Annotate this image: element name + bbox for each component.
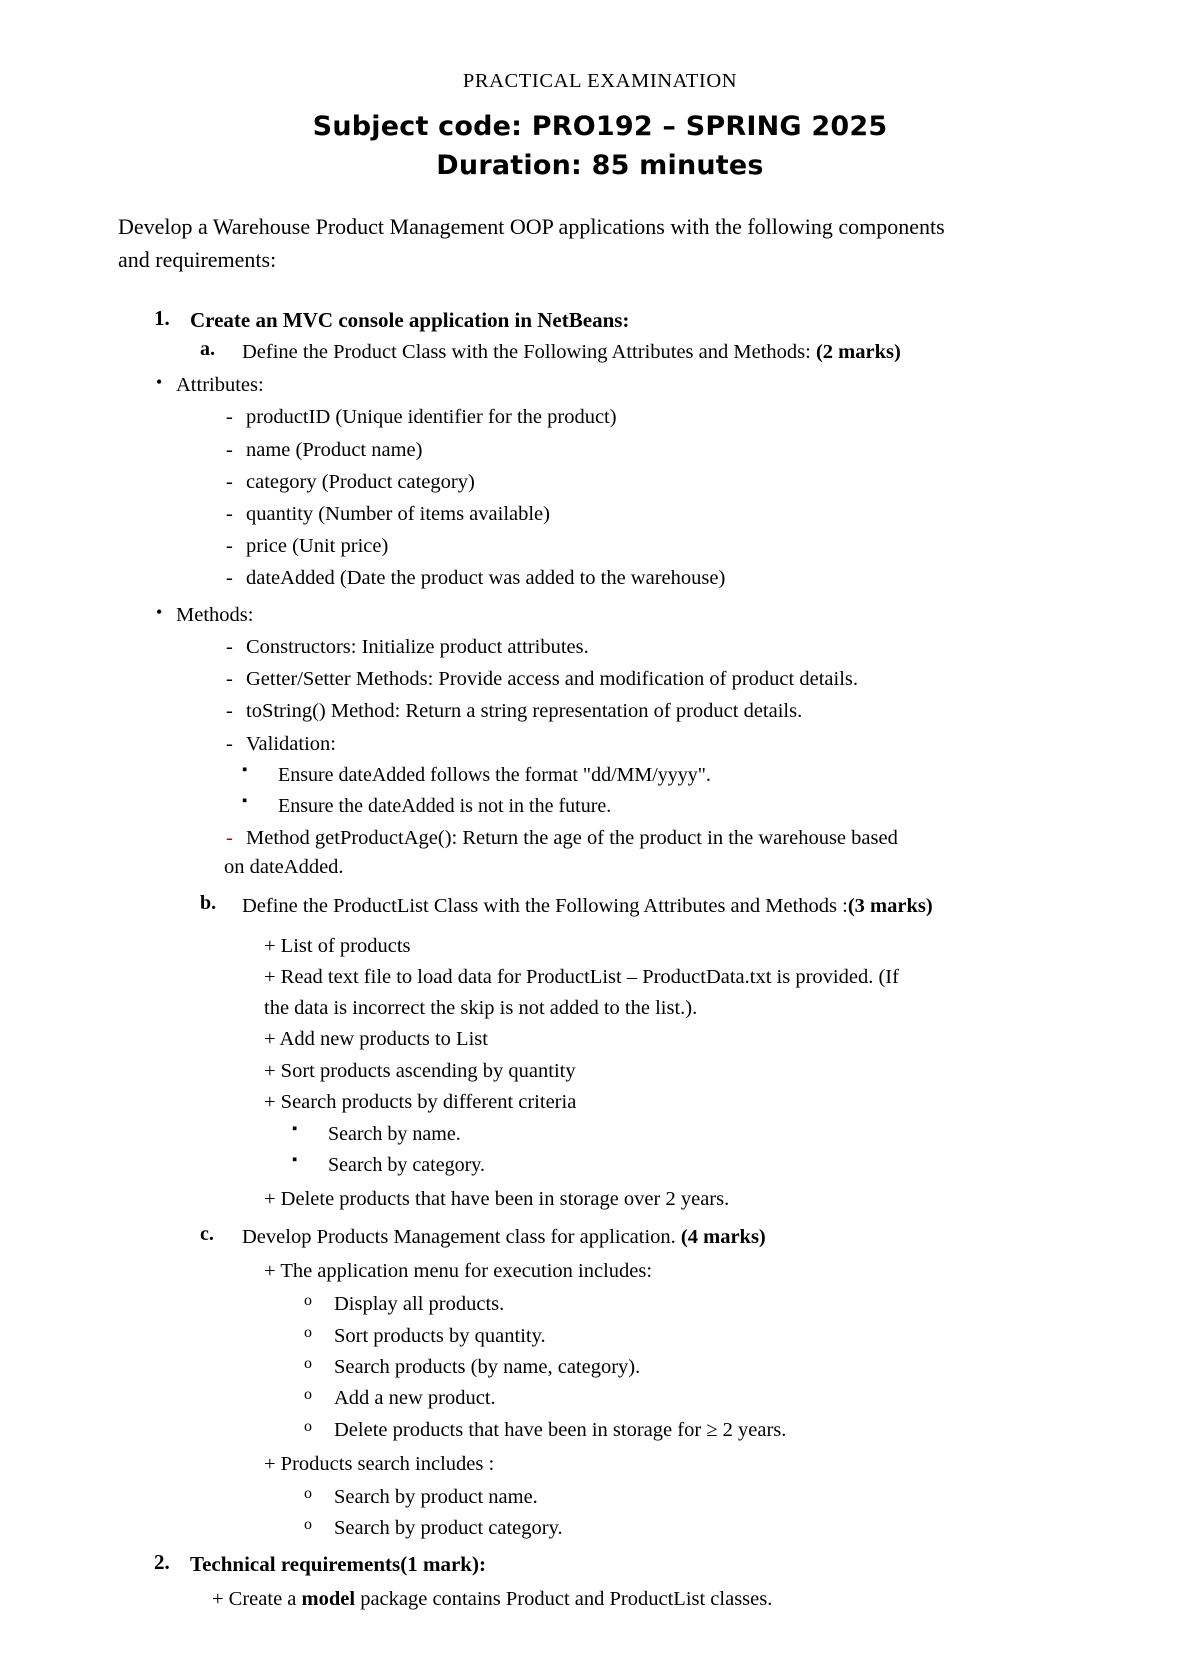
product-age-line [224, 824, 1082, 882]
item-b-search-items [242, 1120, 1082, 1180]
exam-header: PRACTICAL EXAMINATION [462, 70, 738, 92]
item-b-marks: (3 marks) [847, 894, 933, 917]
section-2 [118, 1550, 1082, 1615]
product-age-text-1: Method getProductAge(): Return the age of the product in the warehouse based [246, 826, 898, 849]
requirements-list [118, 306, 1082, 1614]
section-1-sublist [190, 338, 1082, 367]
item-b-line: + List of products [264, 934, 411, 957]
menu-item: o Add a new product. [302, 1383, 1082, 1413]
search-items [242, 1482, 1082, 1544]
attribute-item: - productID (Unique identifier for the product) [224, 403, 1082, 432]
item-b-line: + Read text file to load data for ProductList – ProductData.txt is provided. (If [264, 966, 899, 989]
item-a-label: Define the Product Class with the Following Attributes and Methods: [242, 341, 816, 364]
item-c [190, 1223, 1082, 1544]
validation-item: ▪ Ensure dateAdded follows the format "dd/MM/yyyy". [240, 761, 1082, 790]
section-1-heading: Create an MVC console application in NetBeans: [190, 308, 630, 333]
item-b-marker: b. [200, 891, 217, 914]
method-item: - Constructors: Initialize product attributes. [224, 633, 1082, 662]
item-a-marks: (2 marks) [815, 341, 901, 364]
item-b-line: + Sort products ascending by quantity [264, 1059, 576, 1082]
item-c-menu-intro: + The application menu for execution includes: [264, 1260, 653, 1283]
attribute-item: - price (Unit price) [224, 532, 1082, 561]
item-b-line: the data is incorrect the skip is not added to the list.). [264, 997, 698, 1020]
methods-label: • Methods: [154, 601, 1082, 630]
item-a-marker: a. [200, 338, 215, 361]
item-b-line: + Add new products to List [264, 1028, 488, 1051]
product-age-text-2: on dateAdded. [224, 855, 344, 878]
section-2-heading [190, 1550, 1082, 1580]
intro-line-1: Develop a Warehouse Product Management OOP applications with the following components [118, 214, 945, 240]
duration-title: Duration: 85 minutes [436, 150, 764, 182]
item-b [190, 892, 1082, 1215]
item-b-line: + Search products by different criteria [264, 1090, 577, 1113]
subject-title: Subject code: PRO192 – SPRING 2025 [312, 111, 888, 142]
intro-paragraph [118, 211, 1082, 276]
section-1-number: 1. [154, 306, 170, 331]
item-c-text [242, 1223, 1082, 1252]
attributes-label: • Attributes: [154, 371, 1082, 400]
menu-item: o Delete products that have been in storage for ≥ 2 years. [302, 1415, 1082, 1445]
attributes-items [154, 403, 1082, 593]
section-2-line-prefix: + Create a [212, 1587, 302, 1610]
attributes-group [154, 371, 1082, 400]
section-1-sublist-b [190, 892, 1082, 1544]
item-c-marker: c. [200, 1223, 214, 1246]
product-age-item [154, 824, 1082, 882]
search-criteria-item: ▪ Search by name. [290, 1120, 1082, 1149]
section-2-line [190, 1584, 1082, 1615]
method-item: - Getter/Setter Methods: Provide access and modification of product details. [224, 665, 1082, 694]
method-item: - toString() Method: Return a string representation of product details. [224, 697, 1082, 726]
validation-items [154, 761, 1082, 821]
section-2-number: 2. [154, 1549, 170, 1574]
validation-item: ▪ Ensure the dateAdded is not in the future. [240, 792, 1082, 821]
item-c-marks: (4 marks) [680, 1226, 766, 1249]
attribute-item: - quantity (Number of items available) [224, 500, 1082, 529]
search-criteria-item: ▪ Search by category. [290, 1151, 1082, 1180]
item-b-lines [242, 931, 1082, 1118]
method-item: - Validation: [224, 730, 1082, 759]
search-item: o Search by product name. [302, 1482, 1082, 1512]
item-b-delete-line: + Delete products that have been in storage over 2 years. [264, 1187, 730, 1210]
section-1 [118, 306, 1082, 1543]
menu-item: o Sort products by quantity. [302, 1321, 1082, 1351]
methods-items [154, 633, 1082, 758]
attribute-item: - dateAdded (Date the product was added to the warehouse) [224, 564, 1082, 593]
section-2-line-suffix: package contains Product and ProductList classes. [355, 1587, 773, 1610]
item-c-search-intro: + Products search includes : [264, 1452, 495, 1475]
item-b-label: Define the ProductList Class with the Following Attributes and Methods : [242, 894, 848, 917]
section-2-heading-main: Technical requirements [190, 1551, 401, 1576]
item-a [190, 338, 1082, 367]
section-2-heading-colon: : [478, 1551, 486, 1576]
menu-item: o Search products (by name, category). [302, 1352, 1082, 1382]
item-b-text [242, 892, 1082, 921]
intro-line-2: and requirements: [118, 246, 277, 272]
item-c-label: Develop Products Management class for application. [242, 1226, 681, 1249]
attribute-item: - name (Product name) [224, 436, 1082, 465]
methods-group [154, 601, 1082, 630]
menu-item: o Display all products. [302, 1289, 1082, 1319]
attribute-item: - category (Product category) [224, 468, 1082, 497]
section-2-line-bold: model [301, 1587, 356, 1610]
menu-items [242, 1289, 1082, 1445]
search-item: o Search by product category. [302, 1513, 1082, 1543]
item-a-text [242, 338, 1082, 367]
section-2-heading-marks: (1 mark) [400, 1551, 479, 1576]
